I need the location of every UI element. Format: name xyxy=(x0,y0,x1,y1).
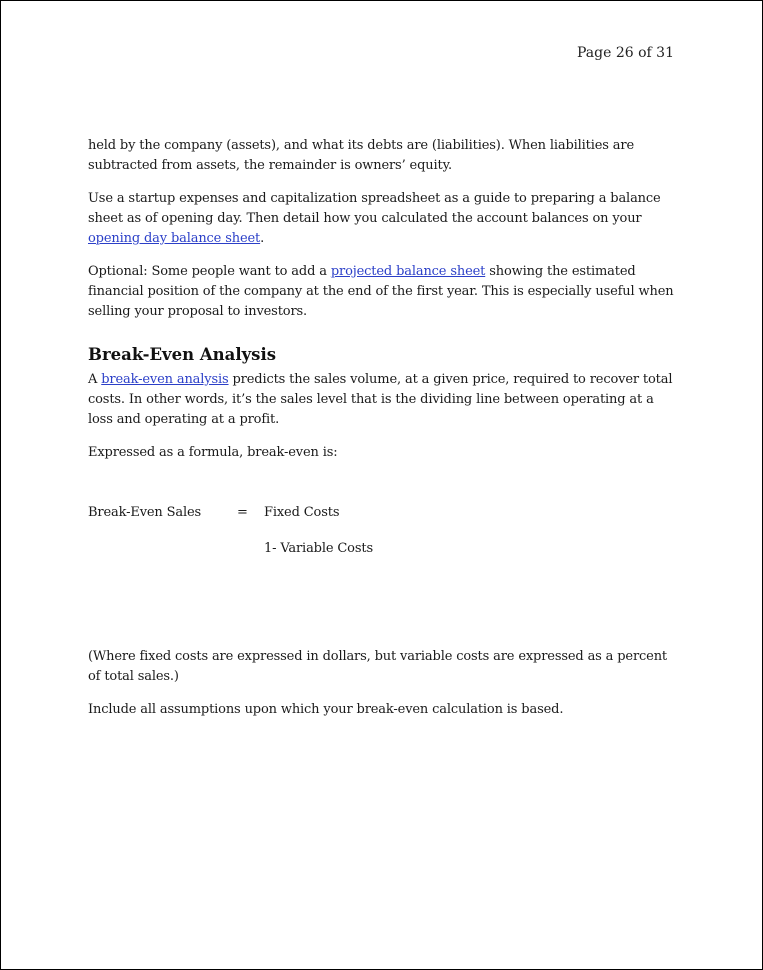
paragraph-text: showing the estimated financial position of the company at the end of the first year. This is especially useful when selling your proposal to investors. xyxy=(88,264,674,319)
break-even-analysis-link[interactable]: break-even analysis xyxy=(101,372,229,387)
paragraph-optional-projection xyxy=(88,262,678,322)
paragraph-text: Optional: Some people want to add a xyxy=(88,264,331,279)
formula-numerator: Fixed Costs xyxy=(264,505,340,520)
opening-day-balance-sheet-link[interactable]: opening day balance sheet xyxy=(88,231,261,246)
paragraph-text: A xyxy=(88,372,102,387)
section-heading-break-even: Break-Even Analysis xyxy=(88,345,277,364)
paragraph-balance-sheet-intro: held by the company (assets), and what its debts are (liabilities). When liabilities are subtracted from assets, the remainder is owners’ equity. xyxy=(88,138,635,173)
formula-denominator: 1- Variable Costs xyxy=(264,541,373,556)
page-content xyxy=(88,136,678,733)
paragraph-formula-intro: Expressed as a formula, break-even is: xyxy=(88,445,338,460)
paragraph-break-even-definition xyxy=(88,370,678,430)
formula-label: Break-Even Sales xyxy=(88,505,202,520)
paragraph-text: predicts the sales volume, at a given price, required to recover total costs. In other words, it’s the sales level that is the dividing line between operating at a loss and operating at a profit. xyxy=(88,372,673,427)
page-number: Page 26 of 31 xyxy=(577,45,674,61)
paragraph-startup-expenses xyxy=(88,189,678,249)
formula-equals-sign: = xyxy=(237,505,248,520)
paragraph-assumptions: Include all assumptions upon which your break-even calculation is based. xyxy=(88,702,564,717)
paragraph-text: . xyxy=(260,231,265,246)
paragraph-text: Use a startup expenses and capitalization spreadsheet as a guide to preparing a balance sheet as of opening day. Then detail how you calculated the account balances on your xyxy=(88,191,661,226)
paragraph-formula-note: (Where fixed costs are expressed in dollars, but variable costs are expressed as a percent of total sales.) xyxy=(88,649,668,684)
break-even-formula xyxy=(88,503,678,573)
projected-balance-sheet-link[interactable]: projected balance sheet xyxy=(330,264,486,279)
